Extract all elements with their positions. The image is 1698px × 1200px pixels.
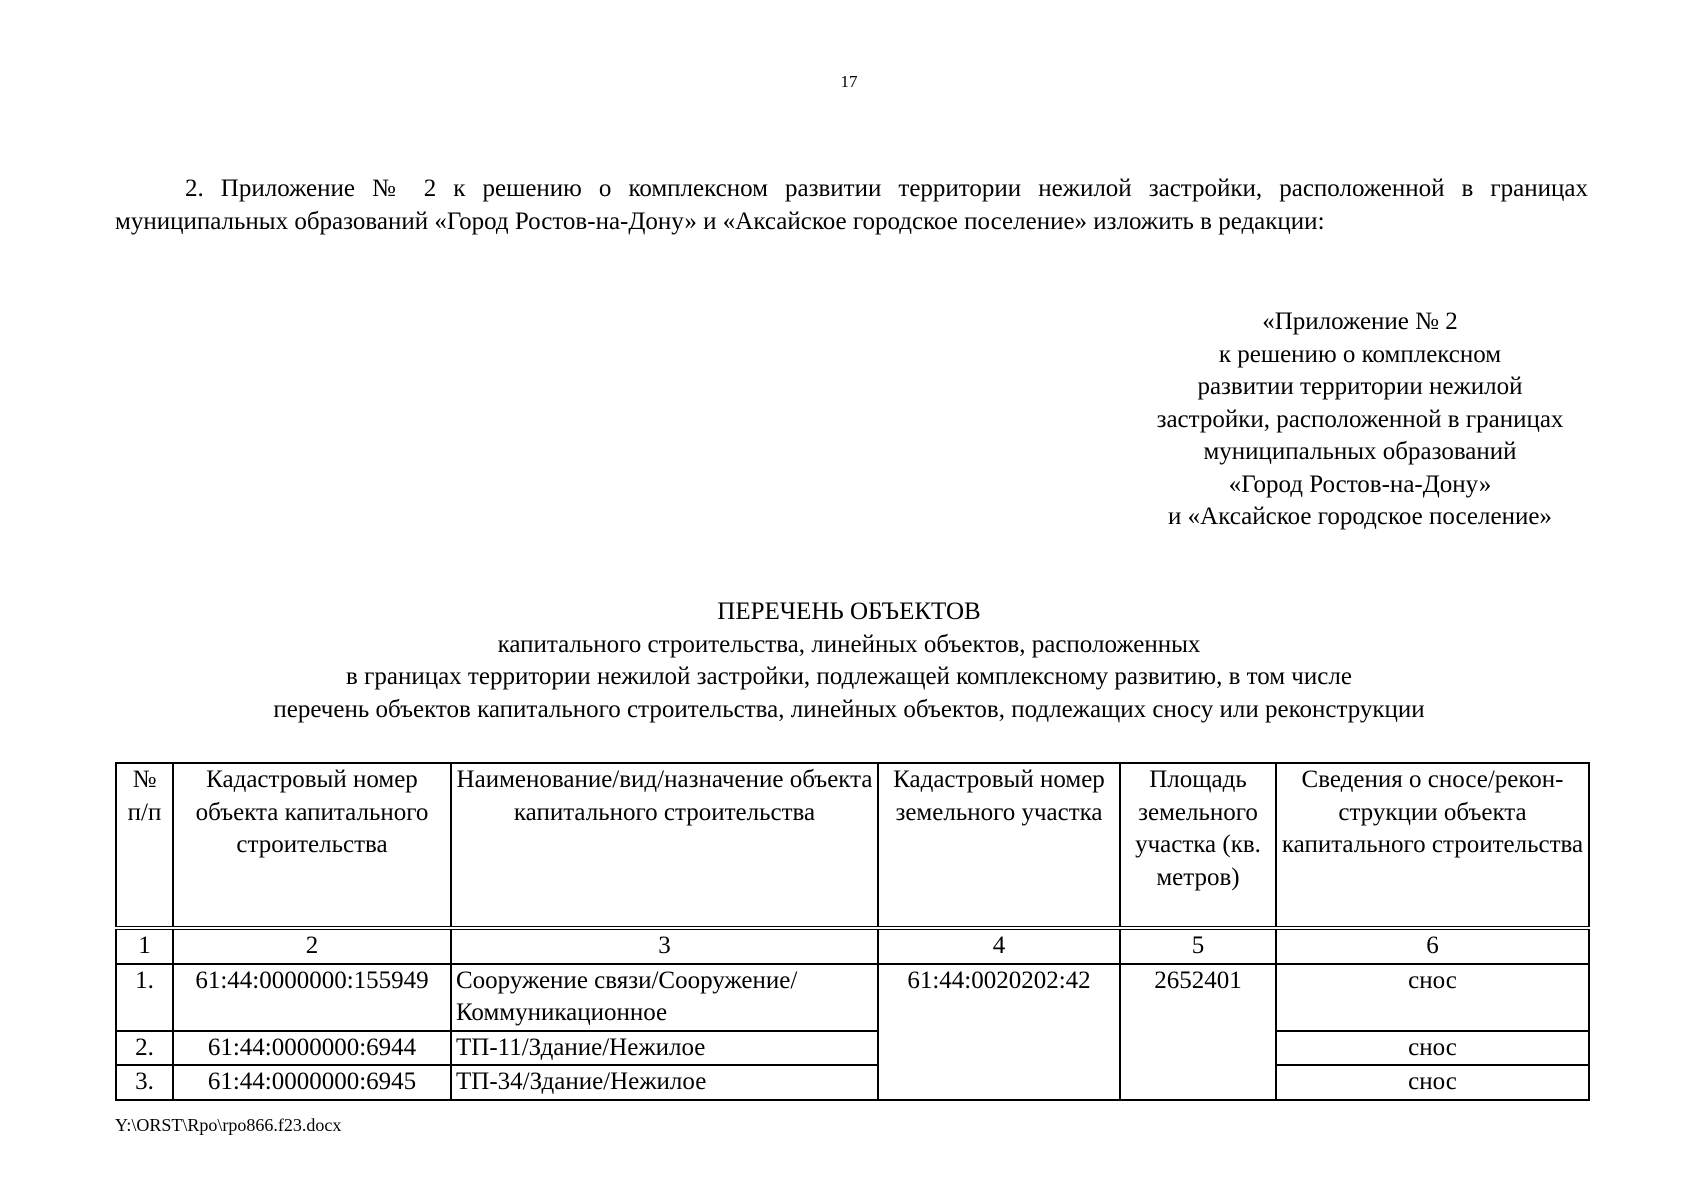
land-area: 2652401 <box>1120 964 1276 1100</box>
column-number-row <box>116 928 1589 964</box>
table-header-row <box>116 763 1589 928</box>
appendix-line: «Приложение № 2 <box>1262 308 1458 335</box>
object-name: ТП-11/Здание/Нежилое <box>451 1031 878 1066</box>
row-number: 2. <box>116 1031 173 1066</box>
page-number: 17 <box>840 72 858 91</box>
appendix-line: к решению о комплексном <box>1218 340 1502 368</box>
header-cell: Наименование/вид/назначение объекта капитального строительства <box>451 763 878 928</box>
object-name: Сооружение связи/Сооружение/Коммуникационное <box>451 964 878 1031</box>
header-cell: Площадь земельного участка (кв. метров) <box>1120 763 1276 928</box>
column-number: 3 <box>451 928 878 964</box>
list-heading <box>0 596 1698 726</box>
header-cell: Кадастровый номер земельного участка <box>878 763 1120 928</box>
list-subtitle-line: капитального строительства, линейных объектов, расположенных <box>497 630 1201 658</box>
appendix-line: развитии территории нежилой <box>1197 373 1523 400</box>
header-cell: Сведения о сносе/рекон-струкции объекта капитального строительства <box>1276 763 1589 928</box>
header-cell: № п/п <box>116 763 173 928</box>
column-number: 6 <box>1276 928 1589 964</box>
appendix-line: «Город Ростов-на-Дону» <box>1228 470 1492 498</box>
row-number: 1. <box>116 964 173 1031</box>
appendix-line: и «Аксайское городское поселение» <box>1168 503 1552 530</box>
table-row <box>116 964 1589 1031</box>
column-number: 5 <box>1120 928 1276 964</box>
object-cadastral-number: 61:44:0000000:6944 <box>173 1031 451 1066</box>
table-row <box>116 1065 1589 1100</box>
land-cadastral-number: 61:44:0020202:42 <box>878 964 1120 1100</box>
object-name: ТП-34/Здание/Нежилое <box>451 1065 878 1100</box>
objects-table <box>115 762 1590 1101</box>
demolition-info: снос <box>1276 964 1589 1031</box>
list-subtitle-line: перечень объектов капитального строительства, линейных объектов, подлежащих сносу или реконструкции <box>273 695 1425 723</box>
object-cadastral-number: 61:44:0000000:6945 <box>173 1065 451 1100</box>
column-number: 4 <box>878 928 1120 964</box>
column-number: 2 <box>173 928 451 964</box>
object-cadastral-number: 61:44:0000000:155949 <box>173 964 451 1031</box>
demolition-info: снос <box>1276 1065 1589 1100</box>
amendment-paragraph: 2. Приложение № 2 к решению о комплексном развитии территории нежилой застройки, расположенной в границах муниципальных образований «Город Ростов-на-Дону» и «Аксайское городское поселение» изложить в редакции: <box>115 175 1588 235</box>
row-number: 3. <box>116 1065 173 1100</box>
table-row <box>116 1031 1589 1066</box>
appendix-line: муниципальных образований <box>1203 438 1517 465</box>
list-title: ПЕРЕЧЕНЬ ОБЪЕКТОВ <box>717 598 981 625</box>
appendix-heading <box>1080 306 1640 534</box>
header-cell: Кадастровый номер объекта капитального строительства <box>173 763 451 928</box>
file-path-footer: Y:\ORST\Rpo\rpo866.f23.docx <box>115 1115 342 1135</box>
column-number: 1 <box>116 928 173 964</box>
appendix-line: застройки, расположенной в границах <box>1156 405 1564 433</box>
demolition-info: снос <box>1276 1031 1589 1066</box>
list-subtitle-line: в границах территории нежилой застройки, подлежащей комплексному развитию, в том числе <box>346 663 1352 690</box>
